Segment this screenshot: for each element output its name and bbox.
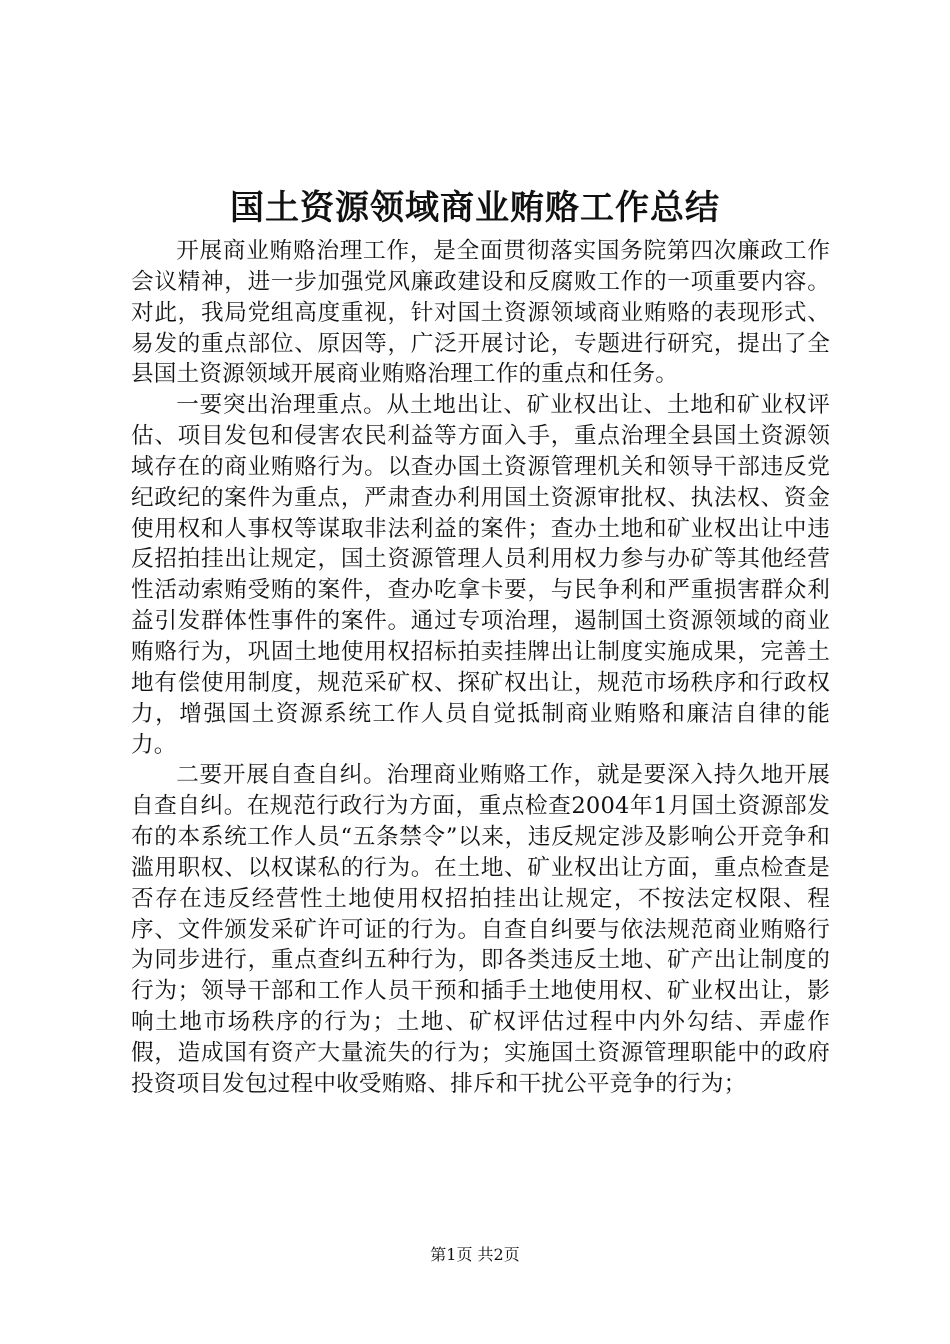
paragraph-self-inspection: 二要开展自查自纠。治理商业贿赂工作，就是要深入持久地开展自查自纠。在规范行政行为方面，重点检查2004年1月国土资源部发布的本系统工作人员“五条禁令”以来，违反规定涉及影响公开竞争和滥用职权、以权谋私的行为。在土地、矿业权出让方面，重点检查是否存在违反经营性土地使用权招拍挂出让规定，不按法定权限、程序、文件颁发采矿许可证的行为。自查自纠要与依法规范商业贿赂行为同步进行，重点查纠五种行为，即各类违反土地、矿产出让制度的行为；领导干部和工作人员干预和插手土地使用权、矿业权出让，影响土地市场秩序的行为；土地、矿权评估过程中内外勾结、弄虚作假，造成国有资产大量流失的行为；实施国土资源管理职能中的政府投资项目发包过程中收受贿赂、排斥和干扰公平竞争的行为； <box>131 762 830 1097</box>
paragraph-intro: 开展商业贿赂治理工作，是全面贯彻落实国务院第四次廉政工作会议精神，进一步加强党风廉政建设和反腐败工作的一项重要内容。对此，我局党组高度重视，针对国土资源领域商业贿赂的表现形式、易发的重点部位、原因等，广泛开展讨论，专题进行研究，提出了全县国土资源领域开展商业贿赂治理工作的重点和任务。 <box>131 238 830 388</box>
document-title: 国土资源领域商业贿赂工作总结 <box>230 188 720 228</box>
document-body <box>131 236 830 1100</box>
paragraph-focus-governance: 一要突出治理重点。从土地出让、矿业权出让、土地和矿业权评估、项目发包和侵害农民利益等方面入手，重点治理全县国土资源领域存在的商业贿赂行为。以查办国土资源管理机关和领导干部违反党纪政纪的案件为重点，严肃查办利用国土资源审批权、执法权、资金使用权和人事权等谋取非法利益的案件；查办土地和矿业权出让中违反招拍挂出让规定，国土资源管理人员利用权力参与办矿等其他经营性活动索贿受贿的案件，查办吃拿卡要，与民争利和严重损害群众利益引发群体性事件的案件。通过专项治理，遏制国土资源领域的商业贿赂行为，巩固土地使用权招标拍卖挂牌出让制度实施成果，完善土地有偿使用制度，规范采矿权、探矿权出让，规范市场秩序和行政权力，增强国土资源系统工作人员自觉抵制商业贿赂和廉洁自律的能力。 <box>131 392 830 758</box>
page-footer: 第1页 共2页 <box>430 1245 520 1264</box>
